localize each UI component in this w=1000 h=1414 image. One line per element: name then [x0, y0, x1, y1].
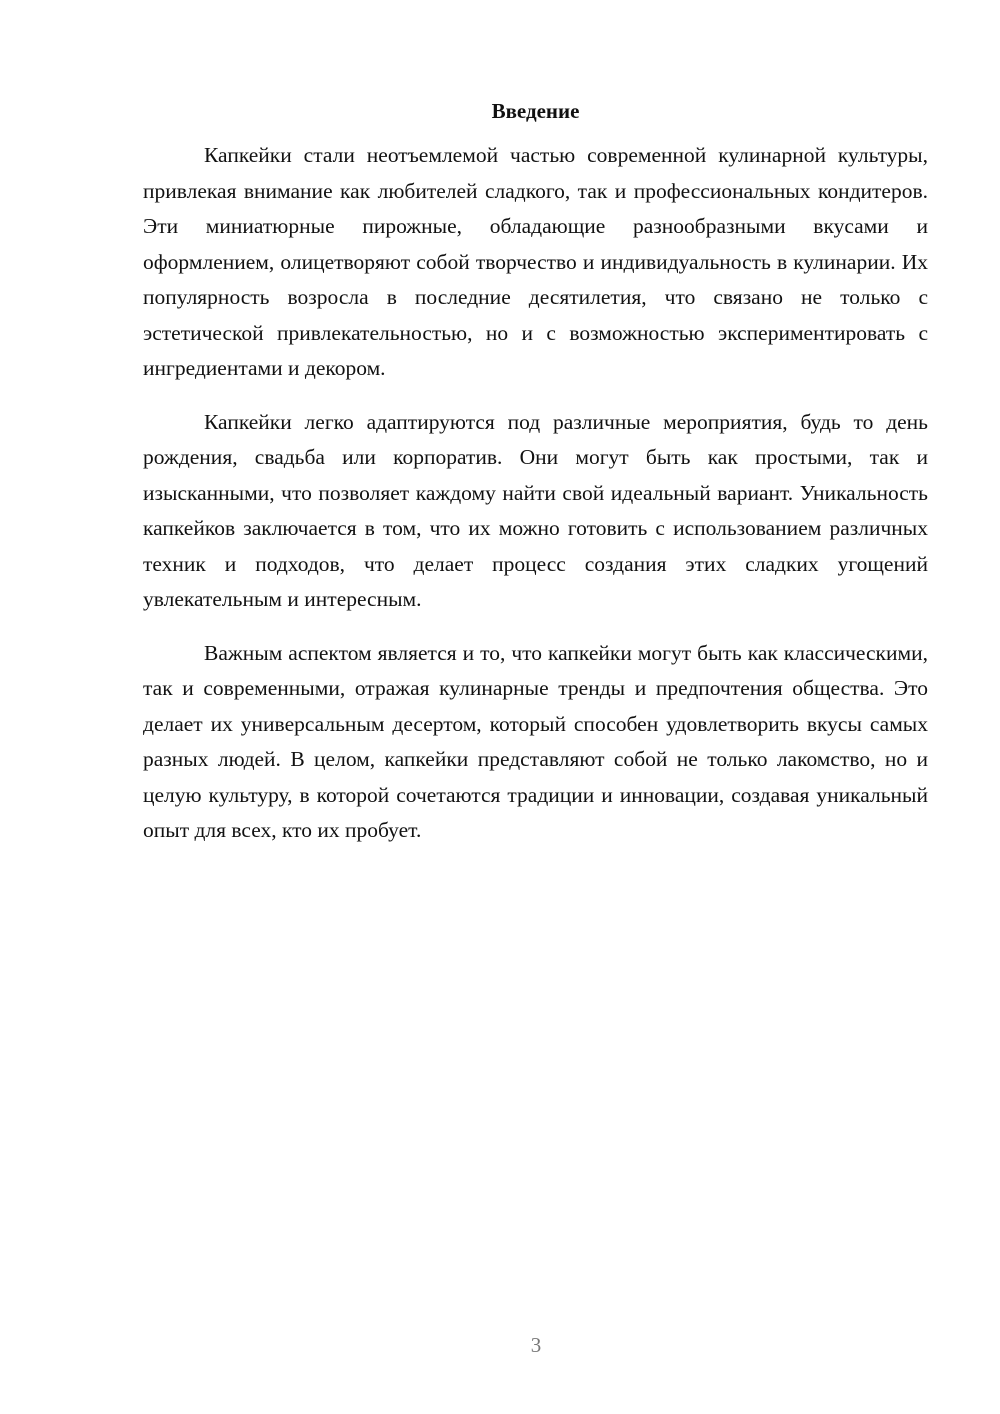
paragraph-1: Капкейки стали неотъемлемой частью современной кулинарной культуры, привлекая внимание как любителей сладкого, так и профессиональных кондитеров. Эти миниатюрные пирожные, обладающие разнообразными вкусами и оформлением, олицетворяют собой творчество и индивидуальность в кулинарии. Их популярность возросла в последние десятилетия, что связано не только с эстетической привлекательностью, но и с возможностью экспериментировать с ингредиентами и декором. [143, 143, 928, 380]
page-content [143, 96, 928, 867]
paragraph-2: Капкейки легко адаптируются под различные мероприятия, будь то день рождения, свадьба или корпоратив. Они могут быть как простыми, так и изысканными, что позволяет каждому найти свой идеальный вариант. Уникальность капкейков заключается в том, что их можно готовить с использованием различных техник и подходов, что делает процесс создания этих сладких угощений увлекательным и интересным. [143, 409, 928, 611]
page-number: 3 [530, 1333, 542, 1357]
section-heading: Введение [491, 99, 580, 123]
paragraph-3: Важным аспектом является и то, что капкейки могут быть как классическими, так и современными, отражая кулинарные тренды и предпочтения общества. Это делает их универсальным десертом, который способен удовлетворить вкусы самых разных людей. В целом, капкейки представляют собой не только лакомство, но и целую культуру, в которой сочетаются традиции и инновации, создавая уникальный опыт для всех, кто их пробует. [143, 640, 928, 842]
